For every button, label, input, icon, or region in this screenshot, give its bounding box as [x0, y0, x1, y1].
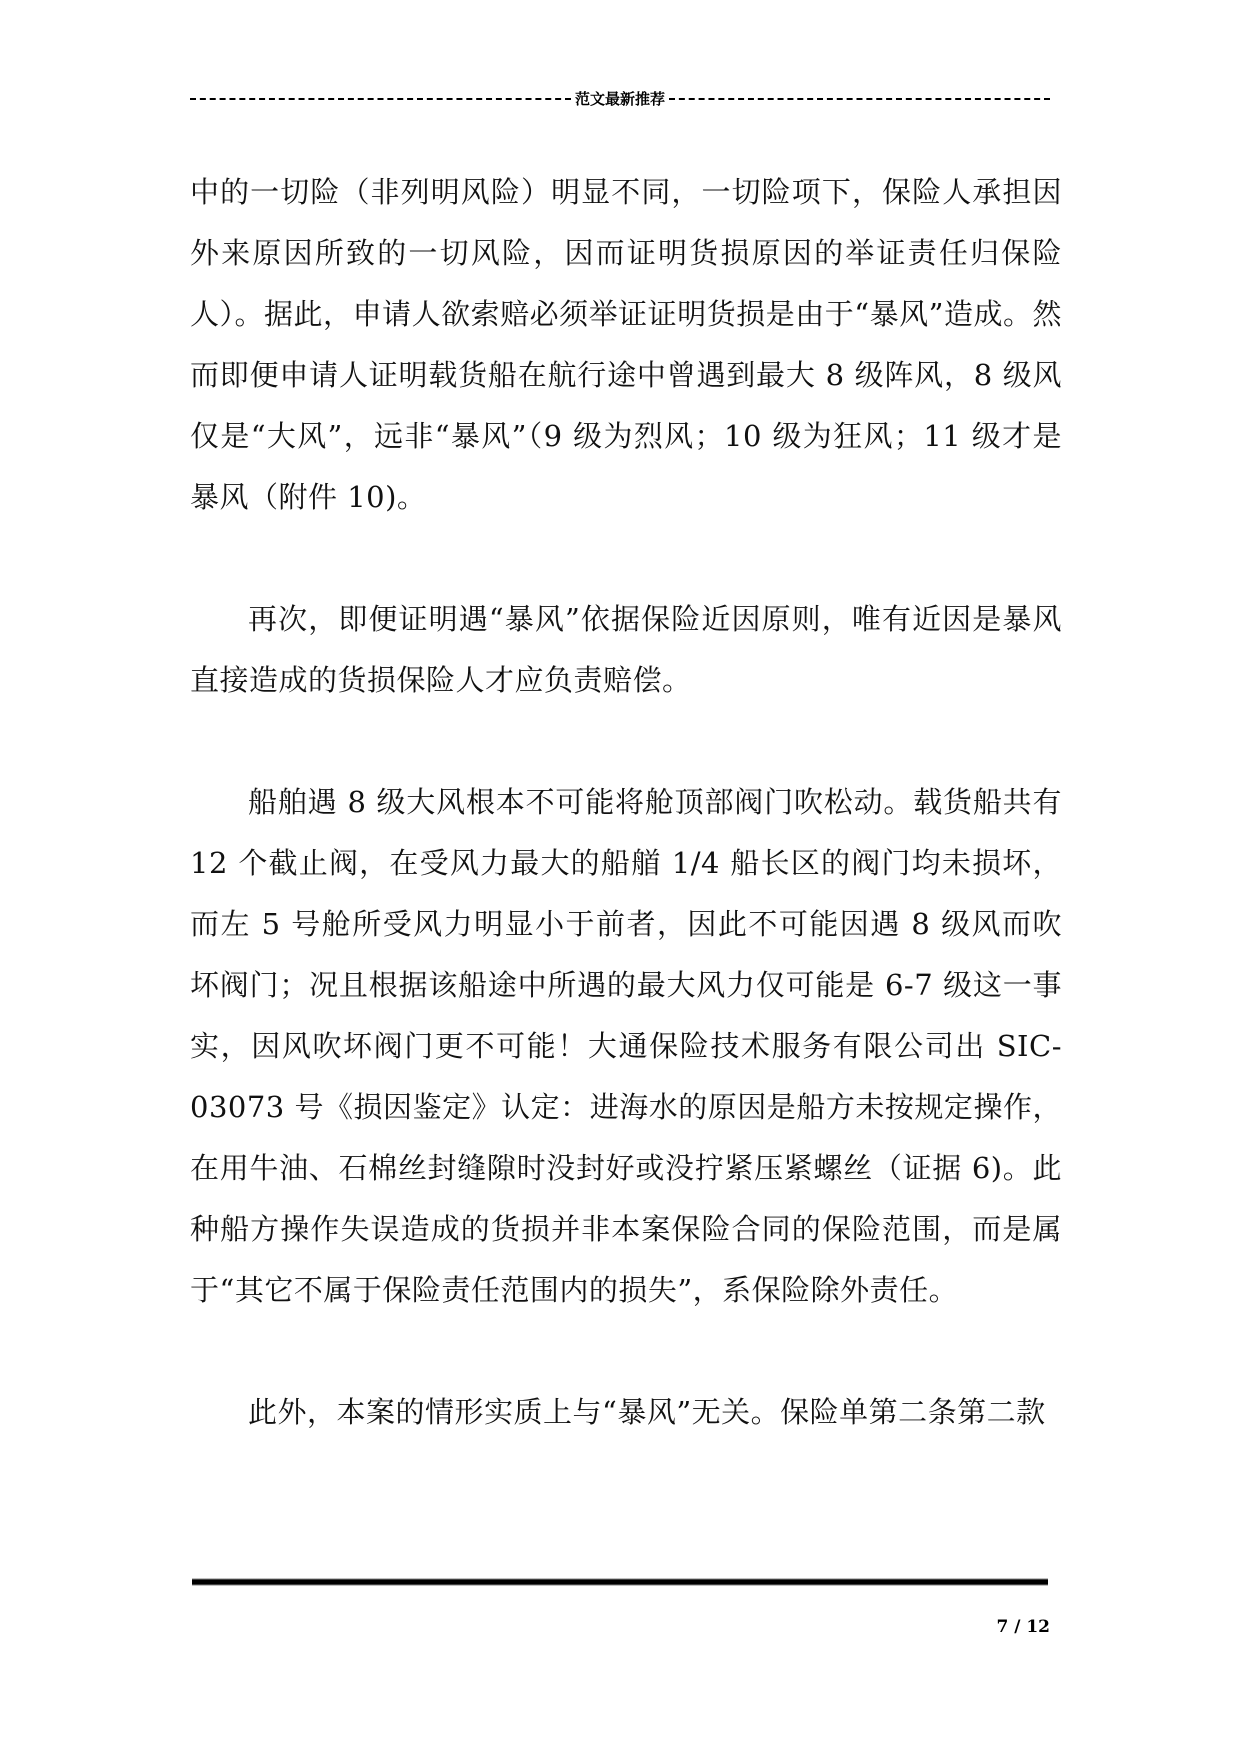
paragraph: 船舶遇 8 级大风根本不可能将舱顶部阀门吹松动。载货船共有 12 个截止阀，在受风力最大的船艏 1/4 船长区的阀门均未损坏，而左 5 号舱所受风力明显小于前者，因此不可能因遇 8 级风而吹坏阀门；况且根据该船途中所遇的最大风力仅可能是 6-7 级这一事实，因风吹坏阀门更不可能！大通保险技术服务有限公司出 SIC-03073 号《损因鉴定》认定：进海水的原因是船方未按规定操作，在用牛油、石棉丝封缝隙时没封好或没拧紧压紧螺丝（证据 6)。此种船方操作失误造成的货损并非本案保险合同的保险范围，而是属于“其它不属于保险责任范围内的损失”，系保险除外责任。 — [190, 785, 1062, 1307]
header-label: 范文最新推荐 — [575, 90, 666, 108]
paragraph: 再次，即便证明遇“暴风”依据保险近因原则，唯有近因是暴风直接造成的货损保险人才应负责赔偿。 — [190, 602, 1062, 697]
header-dashed-rule-left — [190, 98, 571, 100]
header-dashed-rule-right — [669, 98, 1050, 100]
document-body — [190, 162, 1062, 1443]
footer-rule — [192, 1578, 1048, 1586]
paragraph: 此外，本案的情形实质上与“暴风”无关。保险单第二条第二款 — [248, 1395, 1046, 1429]
paragraph-continuation: 中的一切险（非列明风险）明显不同，一切险项下，保险人承担因外来原因所致的一切风险，因而证明货损原因的举证责任归保险人）。据此，申请人欲索赔必须举证证明货损是由于“暴风”造成。然而即便申请人证明载货船在航行途中曾遇到最大 8 级阵风，8 级风仅是“大风”，远非“暴风”（9 级为烈风；10 级为狂风；11 级才是暴风（附件 10)。 — [190, 175, 1062, 514]
page-header — [190, 88, 1050, 109]
page-number: 7 / 12 — [996, 1617, 1050, 1637]
